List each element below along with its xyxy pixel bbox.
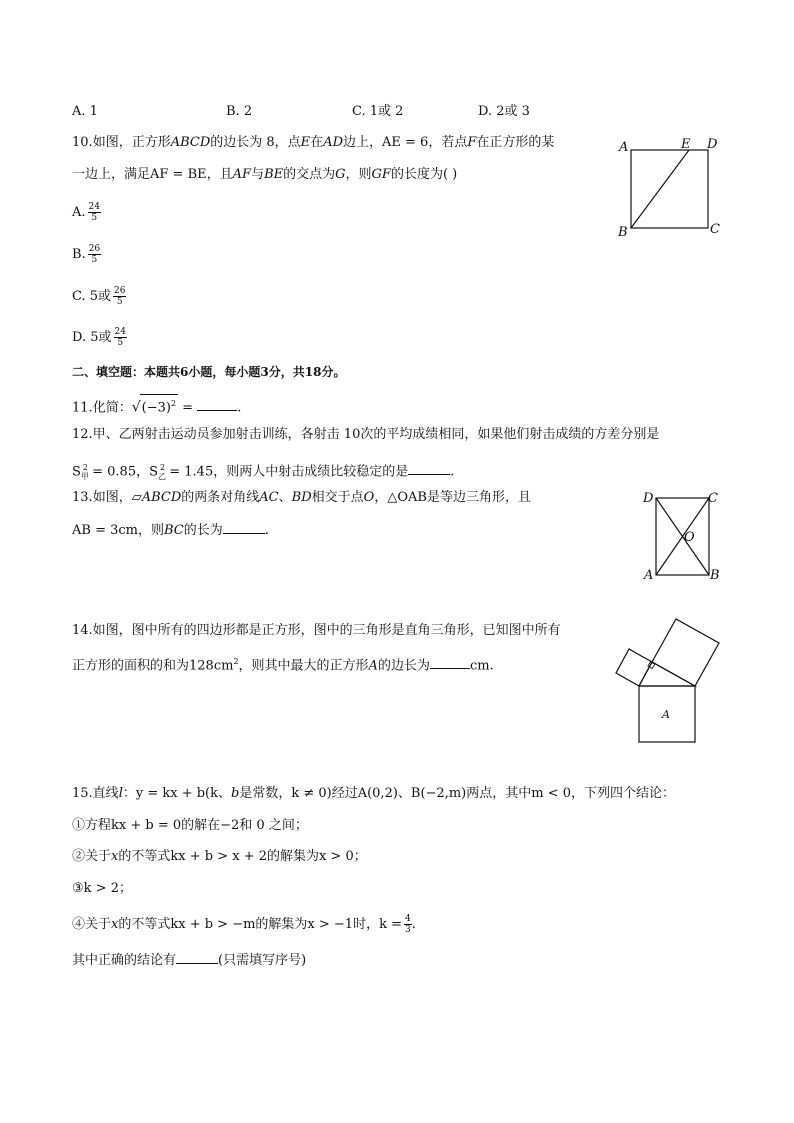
small-square	[616, 649, 652, 686]
q9-option-a: A. 1	[72, 104, 98, 119]
q10-line2: 一边上，满足AF = BE，且AF与BE的交点为G，则GF的长度为( )	[72, 167, 458, 182]
q14-line2: 正方形的面积的和为$128cm^2$，则其中最大的正方形A的边长为 cm.	[72, 657, 494, 674]
label-e: E	[681, 137, 691, 152]
q14-line1: 14.如图，图中所有的四边形都是正方形，图中的三角形是直角三角形，已知图中所有	[72, 623, 561, 638]
q9-option-d: D. 2或 3	[478, 104, 530, 119]
label-c: C	[708, 491, 718, 506]
q11-answer-blank[interactable]	[197, 398, 237, 411]
label-d: D	[707, 137, 718, 152]
q10-option-b: B. $\frac{26}{5}$	[72, 244, 101, 265]
q12-answer-blank[interactable]	[408, 462, 450, 475]
q15-conclusion-2: ②关于x的不等式kx + b > x + 2的解集为x > 0；	[72, 849, 367, 864]
q10-option-a: A. $\frac{24}{5}$	[72, 202, 100, 223]
q15-line1: 15.直线l：y = kx + b(k、b是常数，k ≠ 0)经过A(0,2)、B(−2,m)两点，其中m < 0，下列四个结论：	[72, 786, 675, 801]
q14-pythagoras-figure	[612, 618, 732, 748]
q10-option-d: D. 5或 $\frac{24}{5}$	[72, 327, 126, 348]
q13-answer-blank[interactable]	[223, 521, 265, 534]
label-a: A	[619, 140, 629, 155]
q13-line1: 13.如图，▱ABCD的两条对角线AC、BD相交于点O，△OAB是等边三角形，且	[72, 490, 531, 505]
label-a: A	[662, 708, 670, 721]
q10-line1: 10.如图，正方形ABCD的边长为 8，点E在AD边上，AE = 6，若点F在正方形的某	[72, 135, 555, 150]
square-abcd	[631, 150, 708, 228]
q10-option-c: C. 5或 $\frac{26}{5}$	[72, 286, 126, 307]
q12-line2: $S_甲^2 = 0.85$，$S_乙^2 = 1.45$，则两人中射击成绩比较稳定的是 .	[72, 463, 455, 481]
q11: 11.化简：$√(-3)^2$ = .	[72, 394, 241, 417]
medium-square	[652, 619, 719, 686]
segment-be	[631, 150, 689, 228]
q15-conclusion-1: ①方程kx + b = 0的解在−2和 0 之间；	[72, 818, 308, 833]
label-c: C	[710, 222, 720, 237]
q15-conclusion-4: ④关于x的不等式kx + b > −m的解集为x > −1时，k = $\frac{4}{3}$ .	[72, 914, 416, 935]
label-d: D	[643, 491, 654, 506]
label-o: O	[684, 530, 695, 545]
q9-option-b: B. 2	[226, 104, 253, 119]
q14-answer-blank[interactable]	[430, 656, 470, 669]
q12-line1: 12.甲、乙两射击运动员参加射击训练，各射击 10次的平均成绩相同，如果他们射击成绩的方差分别是	[72, 427, 660, 442]
q9-option-c: C. 1或 2	[352, 104, 404, 119]
q13-rectangle-figure	[640, 488, 725, 583]
q15-conclusion-3: ③k > 2；	[72, 881, 132, 896]
label-b: B	[618, 225, 628, 240]
q10-square-figure	[615, 135, 725, 240]
section-2-heading: 二、填空题：本题共6小题，每小题3分，共18分。	[72, 365, 346, 379]
label-a: A	[644, 568, 654, 583]
right-triangle	[639, 662, 695, 686]
label-b: B	[710, 568, 720, 583]
q13-line2: AB = 3cm，则BC的长为 .	[72, 523, 269, 538]
q15-answer-blank[interactable]	[176, 951, 218, 964]
q15-final-line: 其中正确的结论有 (只需填写序号)	[72, 953, 307, 968]
